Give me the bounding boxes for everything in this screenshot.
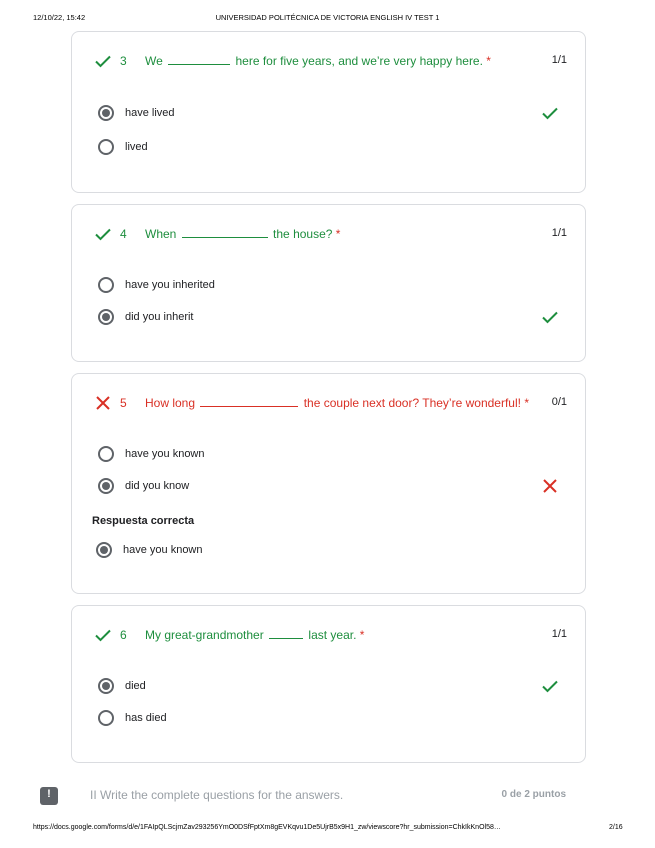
required-asterisk: * [486,54,491,68]
option-label: did you inherit [125,311,194,323]
close-icon [541,477,559,495]
question-header [94,225,567,245]
section-title: II Write the complete questions for the answers. [90,788,344,802]
check-icon [541,104,559,122]
option-label: have lived [125,107,175,119]
option-label: have you known [125,448,205,460]
option-label: have you inherited [125,279,215,291]
option-label: lived [125,141,148,153]
question-text: My great-grandmother last year. * [145,628,365,642]
option-lived[interactable] [98,138,567,158]
option-label: has died [125,712,167,724]
question-header [94,52,567,72]
question-score: 1/1 [551,628,567,640]
correct-answer-label: Respuesta correcta [92,515,195,527]
option-have-you-known[interactable] [98,445,567,465]
radio-unselected[interactable] [98,277,114,293]
option-label: have you known [123,544,203,556]
question-number: 3 [120,54,127,68]
radio-unselected[interactable] [98,446,114,462]
option-label: did you know [125,480,190,492]
radio-unselected[interactable] [98,139,114,155]
question-number: 5 [120,396,127,410]
question-header [94,394,567,414]
question-text: We here for five years, and we’re very happy here. * [145,54,491,68]
option-did-you-know[interactable] [98,477,567,497]
page-url: https://docs.google.com/forms/d/e/1FAIpQLScjmZav293256YmO0DSfFptXm8gEVKqvu1De5UjrB5x9H1_zw/viewscore?hr_submission=ChkIkKnOl58… [33,824,501,831]
question-header [94,626,567,646]
radio-selected[interactable] [98,478,114,494]
section-header [40,784,570,808]
question-number: 6 [120,628,127,642]
required-asterisk: * [359,628,365,642]
check-icon [94,52,112,70]
print-footer [0,824,655,836]
check-icon [541,308,559,326]
question-score: 1/1 [551,227,567,239]
option-label: died [125,680,146,692]
radio-selected [96,542,112,558]
question-text: How long the couple next door? They’re wonderful! * [145,396,529,410]
close-icon [94,394,112,412]
print-header [0,13,655,25]
correct-answer-option [96,541,567,561]
required-asterisk: * [524,396,529,410]
radio-selected[interactable] [98,678,114,694]
question-card-4 [71,204,586,362]
check-icon [541,677,559,695]
radio-selected[interactable] [98,105,114,121]
option-died[interactable] [98,677,567,697]
required-asterisk: * [335,227,341,241]
question-card-6 [71,605,586,763]
option-has-died[interactable] [98,709,567,729]
question-text: When the house? * [145,227,341,241]
option-have-you-inherited[interactable] [98,276,567,296]
question-card-3 [71,31,586,193]
option-have-lived[interactable] [98,104,567,124]
page-number: 2/16 [609,824,623,831]
section-score: 0 de 2 puntos [501,789,566,800]
question-score: 1/1 [551,54,567,66]
print-title: UNIVERSIDAD POLITÉCNICA DE VICTORIA ENGLISH IV TEST 1 [215,13,440,22]
feedback-icon[interactable]: ! [40,787,58,805]
option-did-you-inherit[interactable] [98,308,567,328]
question-number: 4 [120,227,127,241]
question-card-5 [71,373,586,594]
check-icon [94,225,112,243]
check-icon [94,626,112,644]
question-score: 0/1 [551,396,567,408]
print-date: 12/10/22, 15:42 [33,13,86,22]
radio-selected[interactable] [98,309,114,325]
radio-unselected[interactable] [98,710,114,726]
